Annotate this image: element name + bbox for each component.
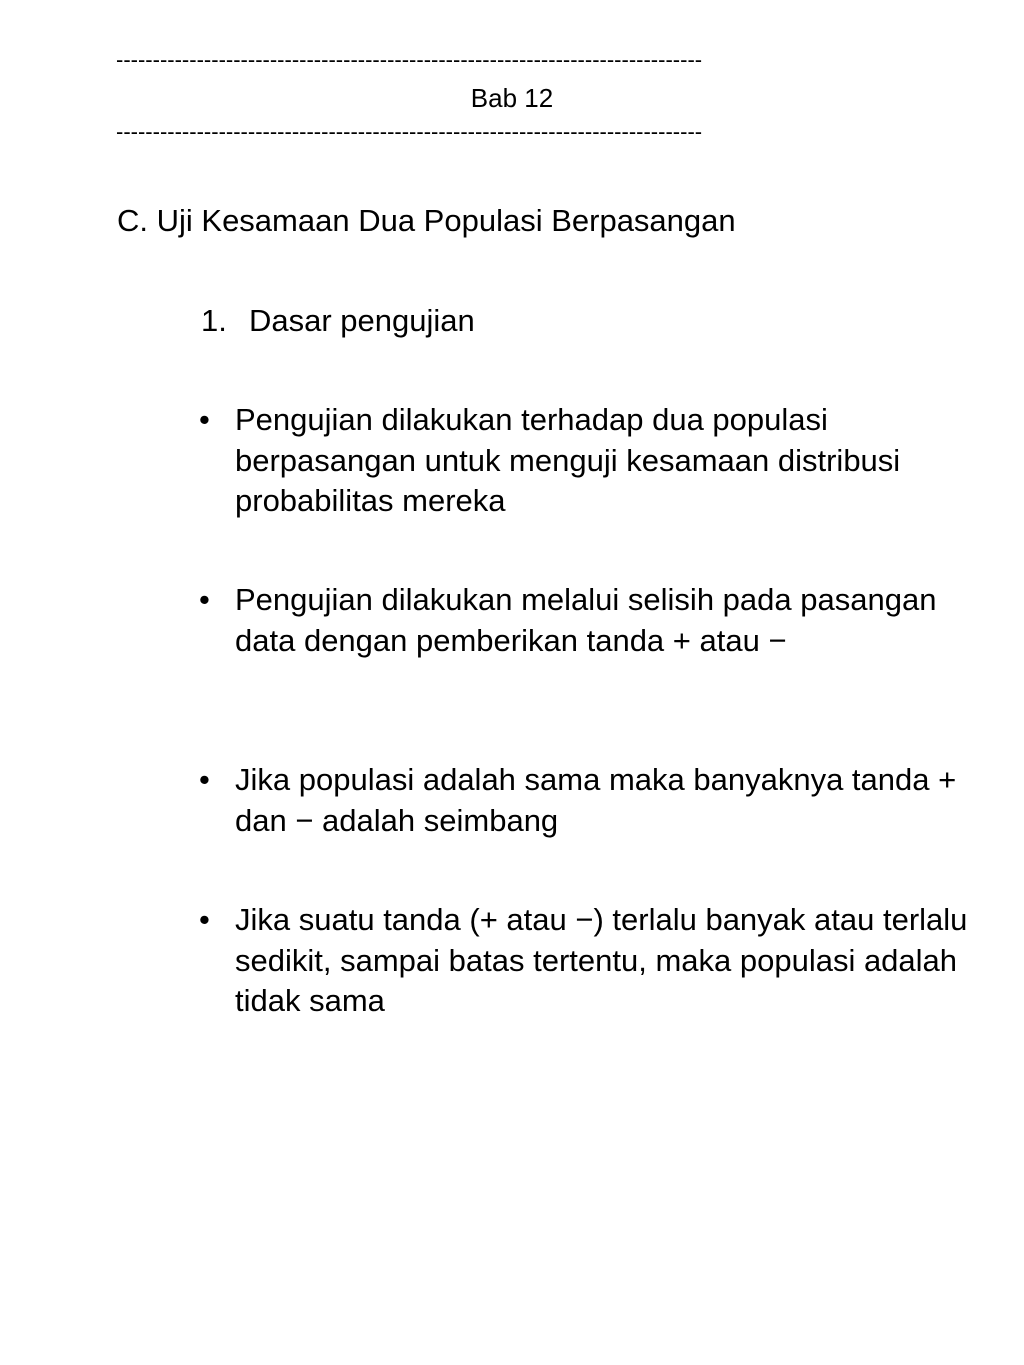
bullet-text: Pengujian dilakukan terhadap dua populasi berpasangan untuk menguji kesamaan distribusi probabilitas mereka — [235, 402, 901, 518]
section-title: C. Uji Kesamaan Dua Populasi Berpasangan — [117, 203, 736, 238]
chapter-label: Bab 12 — [470, 83, 554, 113]
bullet-text: Pengujian dilakukan melalui selisih pada pasangan data dengan pemberikan tanda + atau − — [235, 582, 937, 658]
bullet-item — [199, 580, 999, 661]
bullet-text: Jika populasi adalah sama maka banyaknya tanda + dan − adalah seimbang — [235, 762, 957, 838]
bullet-item — [199, 400, 999, 522]
bullet-item — [199, 900, 999, 1022]
subheading-number: 1. — [201, 303, 227, 338]
subheading — [201, 302, 475, 340]
header-rule-top: -------------------------------------------------------------------------------- — [116, 48, 703, 72]
bullet-text: Jika suatu tanda (+ atau −) terlalu banyak atau terlalu sedikit, sampai batas tertentu, maka populasi adalah tidak sama — [235, 902, 968, 1018]
bullet-marker: • — [199, 582, 210, 617]
bullet-item — [199, 760, 999, 841]
subheading-text: Dasar pengujian — [249, 303, 475, 338]
bullet-marker: • — [199, 402, 210, 437]
bullet-marker: • — [199, 902, 210, 937]
header-rule-bottom: -------------------------------------------------------------------------------- — [116, 120, 703, 144]
bullet-marker: • — [199, 762, 210, 797]
